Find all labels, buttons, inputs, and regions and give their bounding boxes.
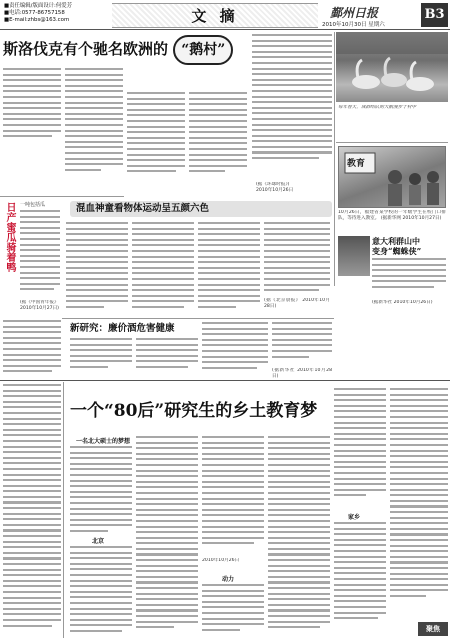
title-text: 混血神童看物体运动呈五颜六色 [76, 203, 210, 214]
article-source [264, 298, 330, 310]
body-col-3 [202, 322, 268, 374]
article-80s-graduate [66, 384, 450, 640]
title-text: 斯洛伐克有个驰名欧洲的 [3, 40, 169, 58]
lower-left-col [3, 384, 61, 634]
caption-source: (据新华网 2010年10月27日) [380, 216, 442, 222]
body-col-3 [127, 92, 185, 180]
article-goose-village [0, 32, 334, 195]
article-source [256, 182, 332, 194]
source-date: 2010年10月26日 [256, 188, 294, 194]
sidebar-source-date: 2010年10月27日) [20, 306, 59, 312]
body-col-4 [272, 322, 332, 366]
body-col-2 [65, 68, 123, 180]
page-code: B3 [421, 3, 448, 27]
body-col-6 [390, 388, 448, 616]
body-col-4 [189, 92, 247, 180]
body-col-1 [66, 222, 128, 314]
goose-illustration [336, 32, 448, 102]
body-col-5b [334, 522, 386, 636]
body-col-1 [3, 68, 61, 146]
body-col-3 [202, 436, 264, 556]
article-title: 一个“80后”研究生的乡土教育梦 [70, 401, 318, 421]
right-photo-column [336, 142, 448, 312]
subhead-3: 家乡 [348, 514, 361, 521]
goose-photo-block [336, 32, 448, 140]
subhead-2: 北京 [92, 538, 105, 545]
body-col-1b [70, 546, 132, 636]
section-title: 文 摘 [191, 7, 239, 25]
spiderman-subtitle: 变身“蜘蛛侠” [372, 246, 422, 256]
body-col-4 [264, 222, 330, 296]
students-photo [338, 146, 446, 208]
goose-photo-caption: 每年春天，成群结队的大鹅漫步于村中 [338, 105, 417, 110]
subhead-1: 一名北大硕士的梦想 [76, 438, 131, 445]
email-line: ■E-mail:zhbs@163.com [4, 17, 70, 23]
goose-photo [336, 32, 448, 102]
sidebar-title: 日产蜜瓜骑着鸭 [4, 202, 15, 272]
article-source: (据新华社 2010年10月28日) [272, 368, 332, 380]
body-col-4 [268, 436, 330, 636]
body-col-1 [70, 338, 132, 374]
masthead [0, 0, 450, 30]
sidebar-source-text: (据《中国青年报》 [20, 300, 59, 305]
sidebar-body [20, 210, 60, 298]
editor-line: ■责任编辑/版面设计:何爱芳 [4, 3, 73, 9]
subhead-4: 动力 [222, 576, 235, 583]
main-date: 2010年10月26日 [202, 558, 240, 563]
sidebar-source [20, 300, 62, 312]
source-date: 2010年10月28日) [264, 298, 330, 310]
spiderman-photo [338, 236, 370, 276]
body-col-3 [198, 222, 260, 314]
body-col-3b [202, 584, 264, 636]
phone-line: ■电话:0577-86757158 [4, 10, 65, 16]
title-quote-badge: “鹅村” [173, 35, 233, 65]
section-banner [112, 3, 318, 28]
paper-name: 鄞州日报 [330, 6, 379, 20]
body-col-1 [70, 446, 132, 534]
body-col-2 [136, 436, 198, 636]
section-tag: 聚焦 [418, 622, 448, 636]
body-col-2 [132, 222, 194, 314]
body-col-2 [136, 338, 198, 374]
spiderman-source: (据新华社 2010年10月26日) [372, 300, 433, 305]
sidebar-subtitle: 一吨包括瓜 [20, 202, 46, 208]
article-cheap-liquor [0, 318, 334, 378]
body-col-5 [252, 34, 332, 180]
students-caption [338, 210, 446, 222]
article-title: 新研究：廉价酒危害健康 [70, 323, 175, 334]
contact-info [4, 3, 109, 24]
photo-label: 教育 [347, 159, 366, 169]
article-title [70, 201, 332, 217]
spiderman-title: 意大利群山中 [372, 236, 420, 246]
caption-text: 10月26日，福建省某学校的一年级学生在校门口排队，等待进入教室。 [338, 210, 446, 222]
source-text: (据《北京晨报》 [264, 298, 301, 303]
left-col-body [3, 320, 61, 374]
source-text: (据《环球时报》) [256, 182, 290, 187]
body-col-5 [334, 388, 386, 508]
spiderman-body [372, 258, 446, 298]
issue-date: 2010年10月30日 星期六 [322, 22, 385, 28]
article-mixed-prodigy [62, 196, 334, 316]
sidebar-melon [0, 196, 62, 326]
